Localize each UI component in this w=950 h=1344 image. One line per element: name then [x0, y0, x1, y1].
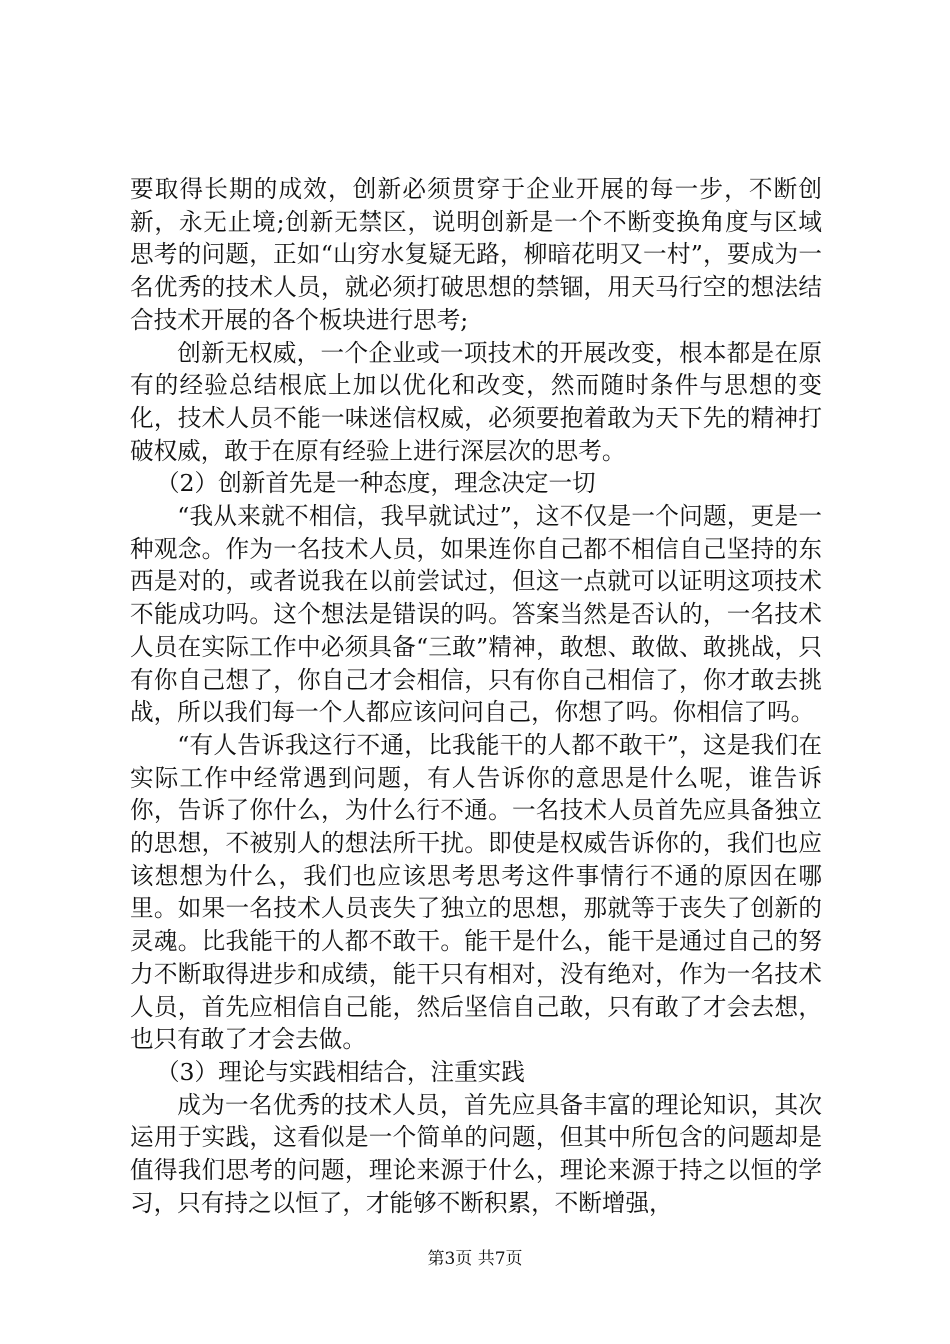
- paragraph-no-authority: 创新无权威，一个企业或一项技术的开展改变，根本都是在原有的经验总结根底上加以优化和改变，然而随时条件与思想的变化，技术人员不能一味迷信权威，必须要抱着敢为天下先的精神打破权威，敢于在原有经验上进行深层次的思考。: [130, 338, 822, 465]
- paragraph-never-believed: “我从来就不相信，我早就试过”，这不仅是一个问题，更是一种观念。作为一名技术人员，如果连你自己都不相信自己坚持的东西是对的，或者说我在以前尝试过，但这一点就可以证明这项技术不能成功吗。这个想法是错误的吗。答案当然是否认的，一名技术人员在实际工作中必须具备“三敢”精神，敢想、敢做、敢挑战，只有你自己想了，你自己才会相信，只有你自己相信了，你才敢去挑战，所以我们每一个人都应该问问自己，你想了吗。你相信了吗。: [130, 502, 822, 727]
- page-footer: 第3页 共7页: [427, 1249, 523, 1269]
- paragraph-someone-told-me: “有人告诉我这行不通，比我能干的人都不敢干”，这是我们在实际工作中经常遇到问题，有人告诉你的意思是什么呢，谁告诉你，告诉了你什么，为什么行不通。一名技术人员首先应具备独立的思想，不被别人的想法所干扰。即使是权威告诉你的，我们也应该想想为什么，我们也应该思考思考这件事情行不通的原因在哪里。如果一名技术人员丧失了独立的思想，那就等于丧失了创新的灵魂。比我能干的人都不敢干。能干是什么，能干是通过自己的努力不断取得进步和成绩，能干只有相对，没有绝对，作为一名技术人员，首先应相信自己能，然后坚信自己敢，只有敢了才会去想，也只有敢了才会去做。: [130, 730, 822, 1054]
- paragraph-continuation: 要取得长期的成效，创新必须贯穿于企业开展的每一步，不断创新，永无止境;创新无禁区，说明创新是一个不断变换角度与区域思考的问题，正如“山穷水复疑无路，柳暗花明又一村”，要成为一名优秀的技术人员，就必须打破思想的禁锢，用天马行空的想法结合技术开展的各个板块进行思考;: [130, 175, 822, 334]
- section-heading-2: （2）创新首先是一种态度，理念决定一切: [155, 469, 596, 498]
- document-body: [130, 173, 822, 1220]
- section-heading-3: （3）理论与实践相结合，注重实践: [155, 1057, 525, 1086]
- paragraph-theory-practice: 成为一名优秀的技术人员，首先应具备丰富的理论知识，其次运用于实践，这看似是一个简单的问题，但其中所包含的问题却是值得我们思考的问题，理论来源于什么，理论来源于持之以恒的学习，只有持之以恒了，才能够不断积累，不断增强，: [130, 1090, 822, 1217]
